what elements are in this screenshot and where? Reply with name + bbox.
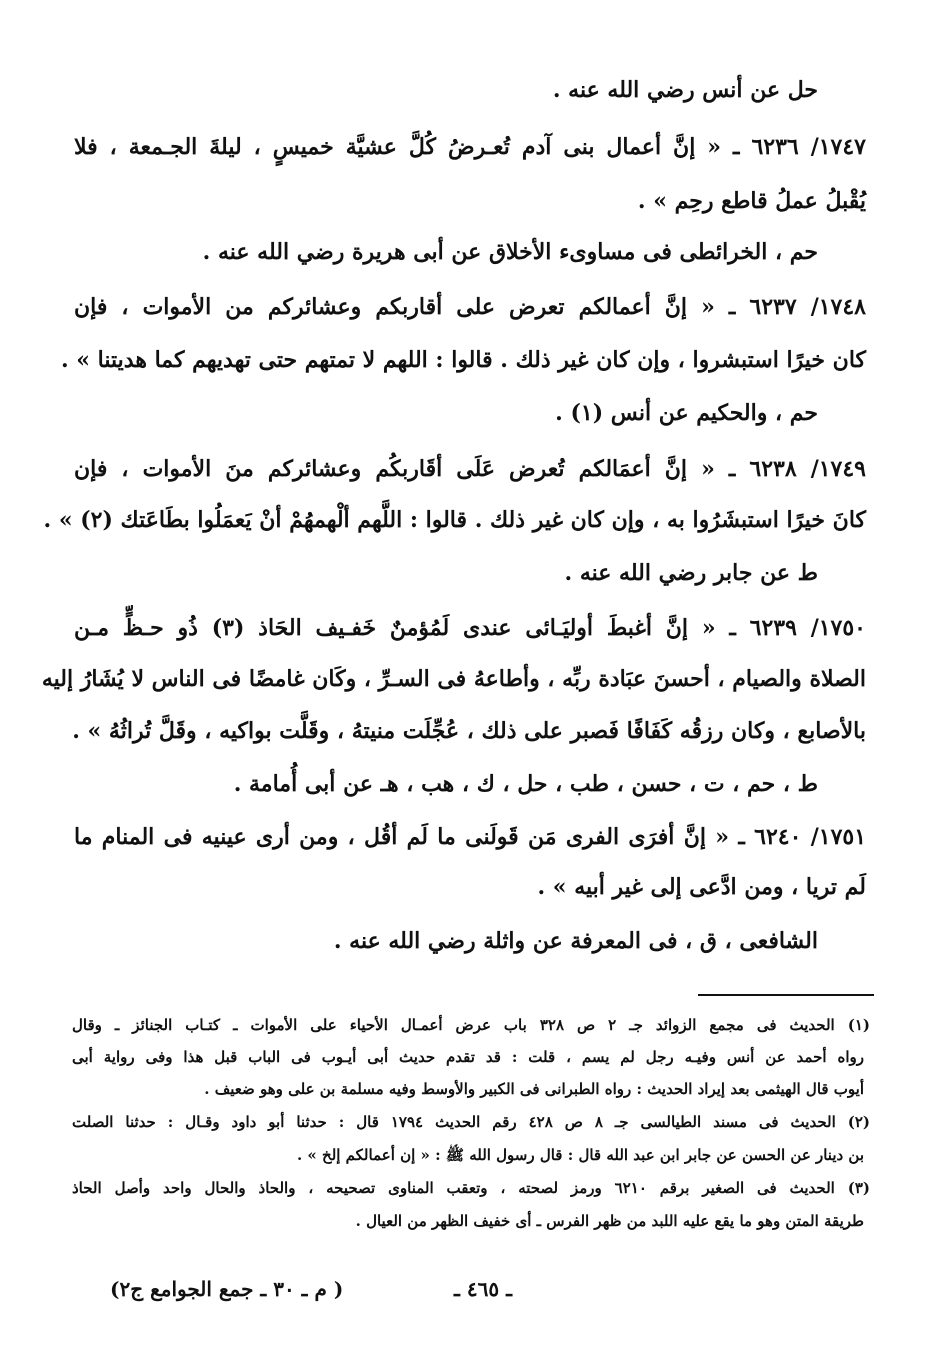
footnote-3-line-1: (٣) الحديث فى الصغير برقم ٦٢١٠ ورمز لصحته ، وتعقب المناوى تصحيحه ، والحاذ والحال واحد وأصل الحاذ xyxy=(72,1179,870,1197)
footnote-1-line-1: (١) الحديث فى مجمع الزوائد جـ ٢ ص ٣٢٨ باب عرض أعمـال الأحياء على الأموات ـ كتـاب الجنائز ـ وقال xyxy=(72,1016,870,1034)
hadith-1749-line-2: كانَ خيرًا استبشَرُوا به ، وإن كان غير ذلك . قالوا : اللَّهم ألْهمهُمْ أنْ يَعمَلُوا بطَاعَتك (٢) » . xyxy=(43,507,866,533)
footnote-separator xyxy=(698,994,874,996)
hadith-1749-line-1: ١٧٤٩/ ٦٢٣٨ ـ « إنَّ أعمَالكم تُعرض عَلَى أقَاربكُم وعشائركم منَ الأموات ، فإن xyxy=(74,456,866,482)
printer-signature: ( م ـ ٣٠ ـ جمع الجوامع ج٢) xyxy=(110,1277,344,1301)
hadith-1751-line-2: لَم تريا ، ومن ادَّعى إلى غير أبيه » . xyxy=(537,874,866,900)
source-line: الشافعى ، ق ، فى المعرفة عن واثلة رضي الله عنه . xyxy=(333,928,818,954)
page-number: ـ ٤٦٥ ـ xyxy=(454,1277,512,1301)
source-line: حم ، الخرائطى فى مساوىء الأخلاق عن أبى هريرة رضي الله عنه . xyxy=(202,239,818,265)
footnote-2-line-2: بن دينار عن الحسن عن جابر ابن عبد الله قال : قال رسول الله ﷺ : « إن أعمالكم إلخ » . xyxy=(296,1146,864,1164)
source-line: حم ، والحكيم عن أنس (١) . xyxy=(555,400,818,426)
footnote-1-line-2: رواه أحمد عن أنس وفيـه رجل لم يسم ، قلت : قد تقدم حديث أبى أيـوب فى الباب قبل هذا وفى رواية أبى xyxy=(72,1048,864,1066)
hadith-1747-line-2: يُقْبلُ عملُ قاطع رحِم » . xyxy=(637,188,866,214)
source-line: ط عن جابر رضي الله عنه . xyxy=(564,560,818,586)
hadith-1750-line-2: الصلاة والصيام ، أحسنَ عبَادة ربِّه ، وأطاعهُ فى السـرِّ ، وكَان غامضًا فى الناس لا يُشَارُ إليه xyxy=(41,666,866,692)
hadith-1748-line-1: ١٧٤٨/ ٦٢٣٧ ـ « إنَّ أعمالكم تعرض على أقاربكم وعشائركم من الأموات ، فإن xyxy=(74,294,866,320)
hadith-1747-line-1: ١٧٤٧/ ٦٢٣٦ ـ « إنَّ أعمال بنى آدم تُعـرضُ كُلَّ عشيَّة خميسٍ ، ليلةَ الجـمعة ، فلا xyxy=(74,134,866,160)
hadith-1750-line-3: بالأصابع ، وكان رزقُه كَفَافًا فَصبر على ذلك ، عُجِّلَت منيتهُ ، وقَلَّت بواكيه ، وقَلَّ تُراثُهُ » . xyxy=(72,718,866,744)
hadith-1751-line-1: ١٧٥١/ ٦٢٤٠ ـ « إنَّ أفرَى الفرى مَن قَولَنى ما لَم أقُل ، ومن أرى عينيه فى المنام ما xyxy=(74,824,867,850)
source-line: ط ، حم ، ت ، حسن ، طب ، حل ، ك ، هب ، هـ عن أبى أُمامة . xyxy=(233,771,818,797)
footnote-2-line-1: (٢) الحديث فى مسند الطيالسى جـ ٨ ص ٤٢٨ رقم الحديث ١٧٩٤ قال : حدثنا أبو داود وقـال : حدثنا الصلت xyxy=(72,1113,870,1131)
hadith-1748-line-2: كان خيرًا استبشروا ، وإن كان غير ذلك . قالوا : اللهم لا تمتهم حتى تهديهم كما هديتنا » . xyxy=(60,347,866,373)
footnote-3-line-2: طريقة المتن وهو ما يقع عليه اللبد من ظهر الفرس ـ أى خفيف الظهر من العيال . xyxy=(355,1212,864,1230)
hadith-1750-line-1: ١٧٥٠/ ٦٢٣٩ ـ « إنَّ أغبطَ أوليَـائى عندى لَمُؤمنٌ خَفـيف الحَاذ (٣) ذُو حـظٍّ مـن xyxy=(74,615,866,641)
source-line: حل عن أنس رضي الله عنه . xyxy=(552,77,818,103)
footnote-1-line-3: أيوب قال الهيثمى بعد إيراد الحديث : رواه الطبرانى فى الكبير والأوسط وفيه مسلمة بن على وهو ضعيف . xyxy=(204,1080,864,1098)
